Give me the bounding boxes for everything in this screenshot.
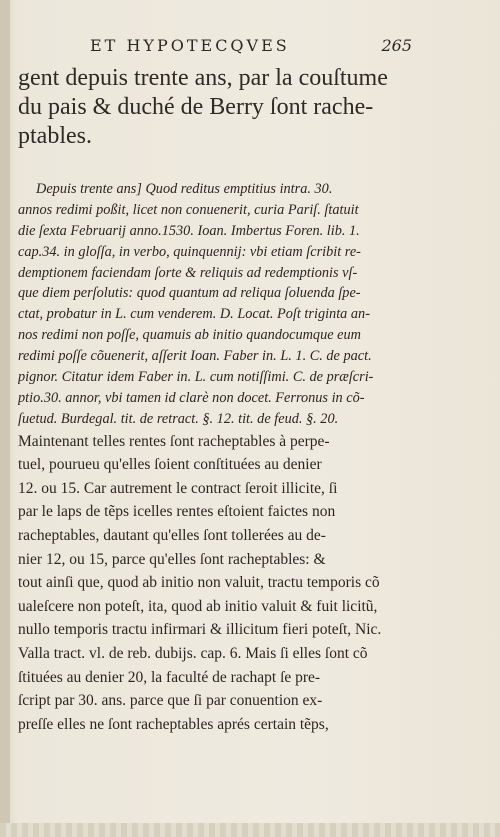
gloss-paragraph xyxy=(18,179,412,430)
gloss-line: nos redimi non poſſe, quamuis ab initio quandocumque eum xyxy=(18,327,361,344)
gloss-line: pignor. Citatur idem Faber in. L. cum notiſſimi. C. de præſcri- xyxy=(18,369,374,386)
text-line: du pais & duché de Berry ſont rache- xyxy=(18,94,374,120)
body-line: tuel, pourueu qu'elles ſoient conſtituées au denier xyxy=(18,456,322,474)
gloss-line: cap.34. in gloſſa, in verbo, quinquennij: vbi etiam ſcribit re- xyxy=(18,243,361,260)
gloss-line: Depuis trente ans] Quod reditus emptitius intra. 30. xyxy=(36,181,333,197)
body-paragraph xyxy=(18,430,412,737)
body-line: ſtituées au denier 20, la faculté de rachapt ſe pre- xyxy=(18,668,321,686)
body-line: Valla tract. vl. de reb. dubijs. cap. 6. Mais ſi elles ſont cõ xyxy=(18,645,368,663)
gloss-line: die ſexta Februarij anno.1530. Ioan. Imbertus Foren. lib. 1. xyxy=(18,222,360,239)
page-header xyxy=(86,36,412,60)
page-number: 265 xyxy=(381,36,412,55)
gloss-line: ſuetud. Burdegal. tit. de retract. §. 12. tit. de feud. §. 20. xyxy=(18,410,339,427)
gloss-line: que diem perſolutis: quod quantum ad reliqua ſoluenda ſpe- xyxy=(18,285,361,302)
body-line: 12. ou 15. Car autrement le contract ſeroit illicite, ſi xyxy=(18,479,338,497)
gloss-line: ptio.30. annor, vbi tamen id clarè non docet. Ferronus in cõ- xyxy=(18,389,365,406)
body-line: ſcript par 30. ans. parce que ſi par conuention ex- xyxy=(18,692,323,710)
paragraph-gap xyxy=(18,151,412,179)
page-spine-shadow xyxy=(0,0,10,837)
body-line: nullo temporis tractu infirmari & illicitum fieri poteſt, Nic. xyxy=(18,621,382,639)
page-bottom-edge xyxy=(0,823,500,837)
gloss-line: ctat, probatur in L. cum venderem. D. Locat. Poſt triginta an- xyxy=(18,306,370,323)
gloss-line: annos redimi poßit, licet non conuenerit, curia Pariſ. ſtatuit xyxy=(18,201,359,218)
gloss-line: demptionem faciendam ſorte & reliquis ad redemptionis vſ- xyxy=(18,264,358,281)
text-line: gent depuis trente ans, par la couſtume xyxy=(18,65,388,91)
running-head: ET HYPOTECQVES xyxy=(90,36,290,55)
body-line: tout ainſi que, quod ab initio non valuit, tractu temporis cõ xyxy=(18,574,380,592)
body-line: Maintenant telles rentes ſont racheptables à perpe- xyxy=(18,432,330,450)
gloss-line: redimi poſſe cõuenerit, aſſerit Ioan. Faber in. L. 1. C. de pact. xyxy=(18,348,372,365)
body-line: ualeſcere non poteſt, ita, quod ab initio valuit & fuit licitũ, xyxy=(18,597,378,615)
text-block xyxy=(18,64,412,736)
opening-paragraph xyxy=(18,64,412,151)
body-line: nier 12, ou 15, parce qu'elles ſont racheptables: & xyxy=(18,550,326,568)
body-line: par le laps de tẽps icelles rentes eſtoient faictes non xyxy=(18,503,336,521)
body-line: preſſe elles ne ſont racheptables aprés certain tẽps, xyxy=(18,715,329,733)
text-line: ptables. xyxy=(18,123,92,149)
body-line: racheptables, dautant qu'elles ſont tollerées au de- xyxy=(18,527,326,545)
